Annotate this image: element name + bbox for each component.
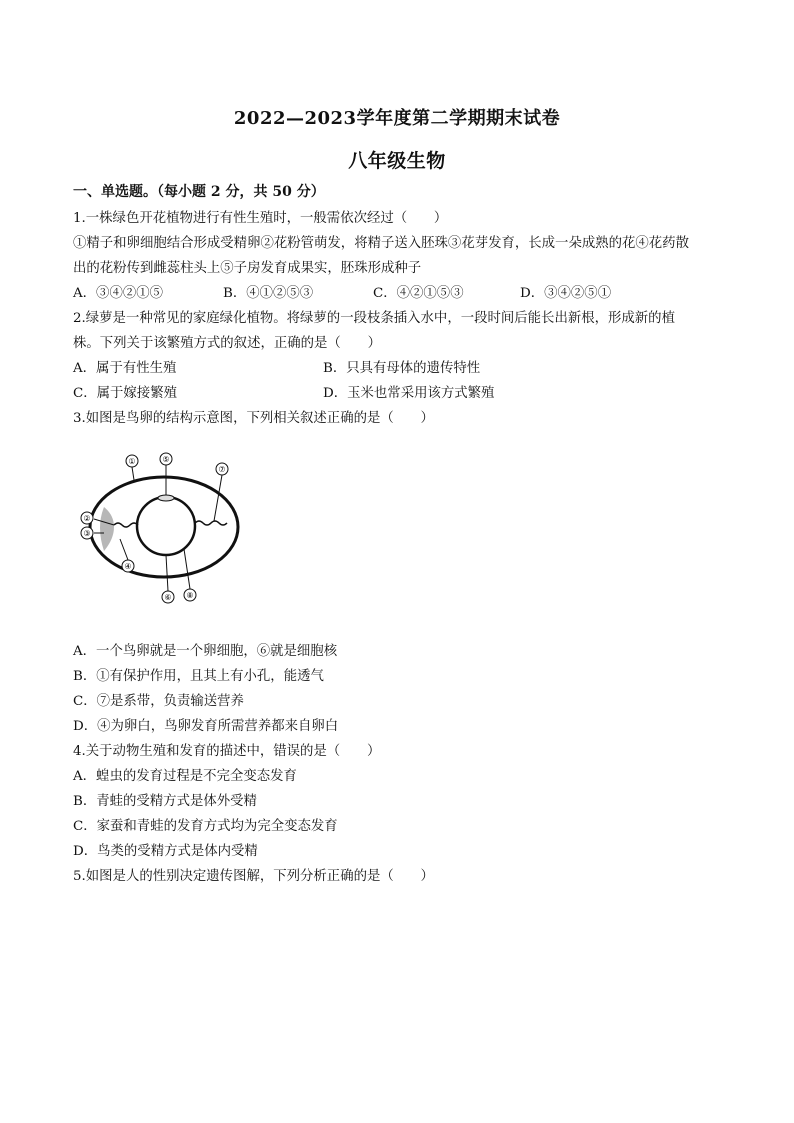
svg-text:⑥: ⑥ [164,593,172,602]
question-1-option-c[interactable]: C．④②①⑤③ [373,286,464,301]
svg-text:①: ① [128,457,136,466]
question-1-stem-line-3: 出的花粉传到雌蕊柱头上⑤子房发育成果实，胚珠形成种子 [73,261,422,276]
question-3-option-b[interactable]: B．①有保护作用，且其上有小孔，能透气 [73,669,324,684]
label-2 [81,512,93,524]
germinal-disc [158,495,174,501]
label-6 [162,591,174,603]
question-4-option-c[interactable]: C．家蚕和青蛙的发育方式均为完全变态发育 [73,819,338,834]
question-4-option-b[interactable]: B．青蛙的受精方式是体外受精 [73,794,257,809]
question-4-stem: 4.关于动物生殖和发育的描述中，错误的是（ ） [73,744,381,759]
chalaza-left [114,523,138,527]
question-4-option-a[interactable]: A．蝗虫的发育过程是不完全变态发育 [73,769,297,784]
label-4 [122,560,134,572]
label-7 [216,463,228,475]
svg-text:③: ③ [83,529,91,538]
exam-subtitle: 八年级生物 [348,150,446,172]
question-3-option-a[interactable]: A．一个鸟卵就是一个卵细胞，⑥就是细胞核 [73,644,338,659]
question-2-option-b[interactable]: B．只具有母体的遗传特性 [323,361,481,376]
question-1-option-a[interactable]: A．③④②①⑤ [73,286,164,301]
label-1 [126,455,138,467]
svg-text:⑦: ⑦ [218,465,226,474]
question-4-option-d[interactable]: D．鸟类的受精方式是体内受精 [73,844,258,859]
label-8 [184,589,196,601]
exam-title: 2022—2023学年度第二学期期末试卷 [233,108,561,129]
chalaza-right [195,521,227,525]
svg-text:②: ② [83,514,91,523]
air-chamber [100,507,114,551]
question-5-stem: 5.如图是人的性别决定遗传图解，下列分析正确的是（ ） [73,869,434,884]
section-heading: 一、单选题。（每小题 2 分，共 50 分） [73,184,325,200]
question-2-option-d[interactable]: D．玉米也常采用该方式繁殖 [323,386,495,401]
question-3-option-d[interactable]: D．④为卵白，鸟卵发育所需营养都来自卵白 [73,719,339,734]
egg-yolk [137,497,195,555]
question-1-stem-line-1: 1.一株绿色开花植物进行有性生殖时，一般需依次经过（ ） [73,211,448,226]
question-1-option-d[interactable]: D．③④②⑤① [520,286,612,301]
question-1-option-b[interactable]: B．④①②⑤③ [223,286,314,301]
label-3 [81,527,93,539]
question-3-stem: 3.如图是鸟卵的结构示意图，下列相关叙述正确的是（ ） [73,411,434,426]
label-5 [160,453,172,465]
svg-text:④: ④ [124,562,132,571]
question-2-stem-line-1: 2.绿萝是一种常见的家庭绿化植物。将绿萝的一段枝条插入水中，一段时间后能长出新根，形成新的植 [73,311,675,326]
question-2-stem-line-2: 株。下列关于该繁殖方式的叙述，正确的是（ ） [73,336,381,351]
svg-text:⑧: ⑧ [186,591,194,600]
bird-egg-diagram [74,447,244,607]
question-3-option-c[interactable]: C．⑦是系带，负责输送营养 [73,694,244,709]
question-2-option-c[interactable]: C．属于嫁接繁殖 [73,386,177,401]
question-2-option-a[interactable]: A．属于有性生殖 [73,361,177,376]
question-1-stem-line-2: ①精子和卵细胞结合形成受精卵②花粉管萌发，将精子送入胚珠③花芽发育，长成一朵成熟的花④花药散 [73,236,689,251]
svg-text:⑤: ⑤ [162,455,170,464]
